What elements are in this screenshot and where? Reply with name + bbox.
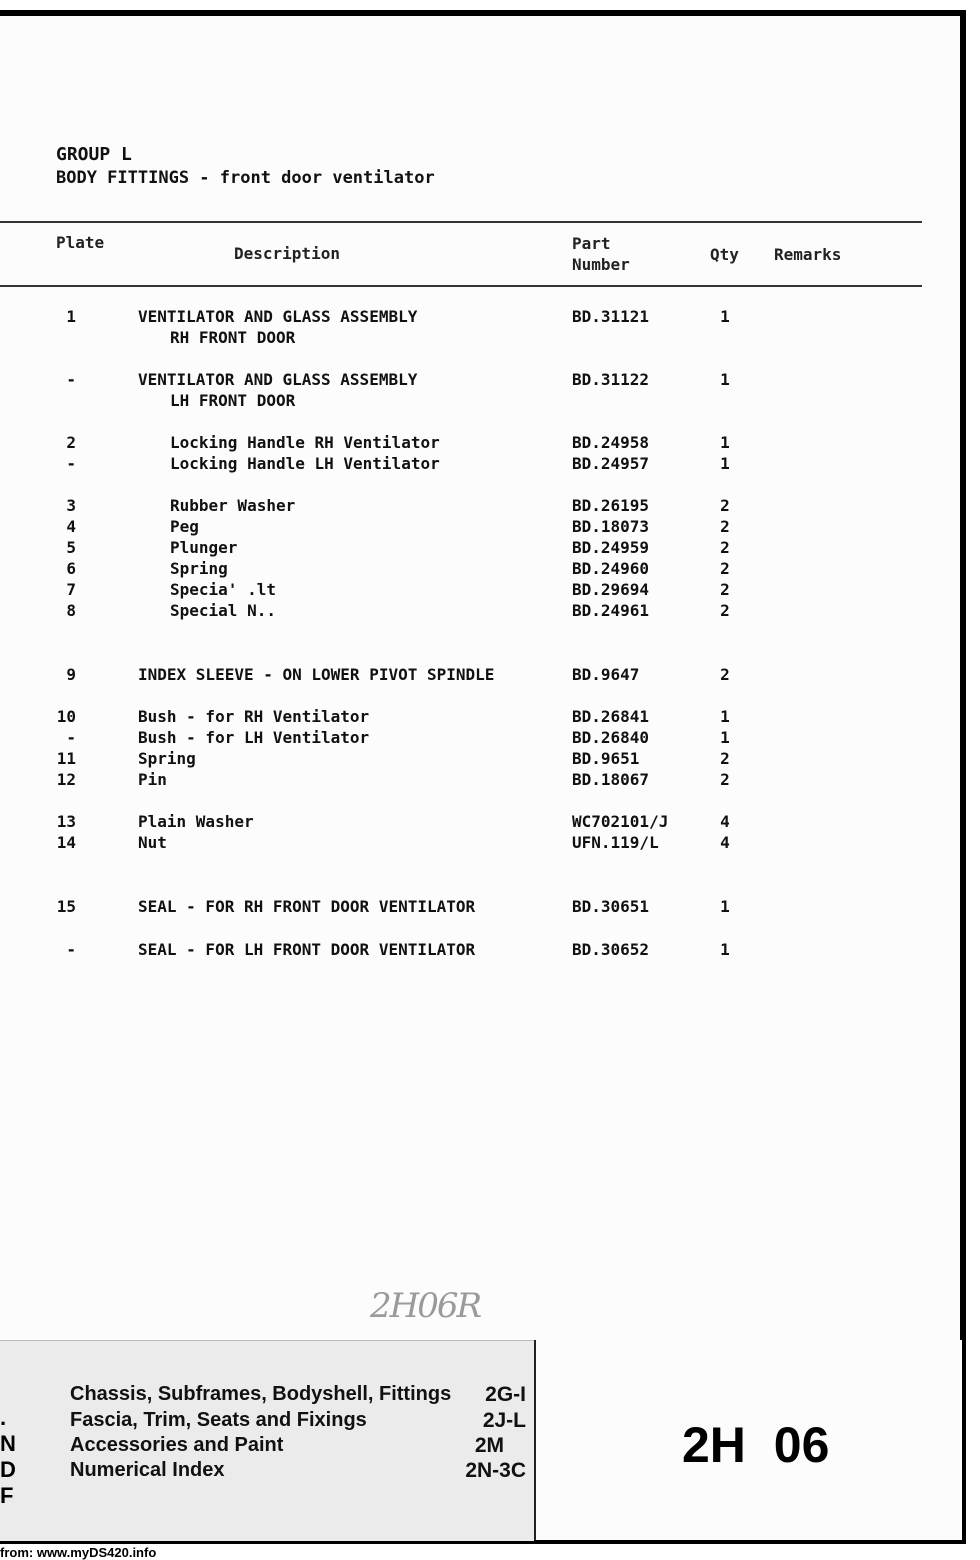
plate-number: 14: [56, 833, 76, 852]
part-number: BD.18067: [572, 770, 650, 789]
footer-index-label: Fascia, Trim, Seats and Fixings: [70, 1409, 367, 1431]
plate-number: 13: [56, 812, 76, 831]
quantity: 4: [720, 833, 730, 852]
quantity: 4: [720, 812, 730, 831]
table-row: [0, 538, 922, 559]
quantity: 2: [720, 601, 730, 620]
part-number: BD.24957: [572, 454, 650, 473]
edge-letter: D: [0, 1457, 16, 1482]
header-bottom-rule: [0, 285, 922, 287]
quantity: 1: [720, 707, 730, 726]
item-description: Peg: [170, 517, 199, 536]
part-number: BD.9647: [572, 665, 640, 684]
plate-number: 2: [66, 433, 76, 452]
part-number: BD.24960: [572, 559, 650, 578]
table-row: [0, 391, 922, 412]
part-number: BD.26840: [572, 728, 650, 747]
source-credit: from: www.myDS420.info: [0, 1545, 157, 1560]
plate-number: 5: [66, 538, 76, 557]
item-description: Bush - for LH Ventilator: [138, 728, 370, 747]
footer-index-code: 2G-I: [485, 1383, 526, 1406]
item-description: INDEX SLEEVE - ON LOWER PIVOT SPINDLE: [138, 665, 495, 684]
item-description: VENTILATOR AND GLASS ASSEMBLY: [138, 307, 418, 326]
plate-number: 7: [66, 580, 76, 599]
plate-number: 10: [56, 707, 76, 726]
part-number: BD.30651: [572, 897, 650, 916]
col-header-qty: Qty: [710, 245, 739, 264]
part-number: WC702101/J: [572, 812, 669, 831]
item-description: VENTILATOR AND GLASS ASSEMBLY: [138, 370, 418, 389]
item-description: LH FRONT DOOR: [170, 391, 296, 410]
plate-number: 4: [66, 517, 76, 536]
part-number: BD.31122: [572, 370, 650, 389]
table-row: [0, 454, 922, 475]
footer-index-label: Numerical Index: [70, 1459, 225, 1481]
item-description: Special N..: [170, 601, 276, 620]
plate-number: -: [66, 728, 76, 747]
part-number: BD.24958: [572, 433, 650, 452]
plate-number: 8: [66, 601, 76, 620]
plate-number: 11: [56, 749, 76, 768]
part-number: BD.9651: [572, 749, 640, 768]
item-description: Bush - for RH Ventilator: [138, 707, 370, 726]
col-header-plate: Plate: [56, 233, 105, 252]
quantity: 1: [720, 454, 730, 473]
plate-number: -: [66, 940, 76, 959]
col-header-remarks: Remarks: [774, 245, 842, 264]
plate-number: -: [66, 454, 76, 473]
item-description: Plain Washer: [138, 812, 254, 831]
footer-index-label: Chassis, Subframes, Bodyshell, Fittings: [70, 1383, 452, 1405]
table-row: [0, 601, 922, 622]
item-description: Rubber Washer: [170, 496, 296, 515]
quantity: 1: [720, 433, 730, 452]
table-row: [0, 433, 922, 454]
table-row: [0, 812, 922, 833]
plate-number: 9: [66, 665, 76, 684]
plate-number: 1: [66, 307, 76, 326]
table-row: [0, 559, 922, 580]
part-number: BD.24959: [572, 538, 650, 557]
footer-index-label: Accessories and Paint: [70, 1434, 284, 1456]
item-description: Locking Handle RH Ventilator: [170, 433, 440, 452]
footer-index-code: 2M: [474, 1434, 504, 1457]
table-row: [0, 940, 922, 961]
quantity: 2: [720, 517, 730, 536]
table-row: [0, 517, 922, 538]
table-row: [0, 665, 922, 686]
table-row: [0, 897, 922, 918]
footer-index-code: 2N-3C: [465, 1459, 526, 1482]
edge-letter: .: [0, 1405, 7, 1430]
quantity: 2: [720, 665, 730, 684]
plate-number: 6: [66, 559, 76, 578]
plate-number: 3: [66, 496, 76, 515]
part-number: BD.24961: [572, 601, 650, 620]
fiche-code: 2H 06: [682, 1417, 830, 1473]
item-description: Pin: [138, 770, 167, 789]
quantity: 2: [720, 496, 730, 515]
part-number: BD.26195: [572, 496, 650, 515]
quantity: 2: [720, 559, 730, 578]
item-description: SEAL - FOR RH FRONT DOOR VENTILATOR: [138, 897, 476, 916]
item-description: Plunger: [170, 538, 238, 557]
item-description: Spring: [138, 749, 196, 768]
plate-number: -: [66, 370, 76, 389]
col-header-description: Description: [234, 244, 340, 263]
table-row: [0, 833, 922, 854]
group-title: GROUP L: [56, 144, 132, 165]
quantity: 1: [720, 940, 730, 959]
table-row: [0, 370, 922, 391]
part-number: BD.29694: [572, 580, 650, 599]
item-description: Specia' .lt: [170, 580, 276, 599]
plate-number: 15: [56, 897, 76, 916]
table-row: [0, 749, 922, 770]
table-row: [0, 580, 922, 601]
part-number: BD.18073: [572, 517, 650, 536]
header-top-rule: [0, 221, 922, 223]
item-description: SEAL - FOR LH FRONT DOOR VENTILATOR: [138, 940, 476, 959]
footer-index-code: 2J-L: [482, 1409, 526, 1432]
table-row: [0, 496, 922, 517]
item-description: Nut: [138, 833, 167, 852]
quantity: 2: [720, 580, 730, 599]
handwritten-note: 2H06R: [370, 1286, 481, 1326]
table-row: [0, 770, 922, 791]
table-row: [0, 707, 922, 728]
part-number: BD.31121: [572, 307, 650, 326]
table-row: [0, 328, 922, 349]
quantity: 2: [720, 770, 730, 789]
table-row: [0, 307, 922, 328]
item-description: RH FRONT DOOR: [170, 328, 296, 347]
edge-letter: F: [0, 1483, 14, 1508]
item-description: Locking Handle LH Ventilator: [170, 454, 440, 473]
quantity: 1: [720, 370, 730, 389]
table-row: [0, 728, 922, 749]
quantity: 1: [720, 307, 730, 326]
item-description: Spring: [170, 559, 228, 578]
part-number: UFN.119/L: [572, 833, 659, 852]
edge-letter: N: [0, 1431, 16, 1456]
part-number: BD.26841: [572, 707, 650, 726]
plate-number: 12: [56, 770, 76, 789]
group-subtitle: BODY FITTINGS - front door ventilator: [56, 168, 435, 188]
part-number: BD.30652: [572, 940, 650, 959]
col-header-part-line2: Number: [572, 255, 630, 274]
col-header-part-line1: Part: [572, 234, 611, 253]
quantity: 1: [720, 728, 730, 747]
quantity: 2: [720, 538, 730, 557]
quantity: 1: [720, 897, 730, 916]
footer-index-panel: [0, 1340, 534, 1541]
quantity: 2: [720, 749, 730, 768]
